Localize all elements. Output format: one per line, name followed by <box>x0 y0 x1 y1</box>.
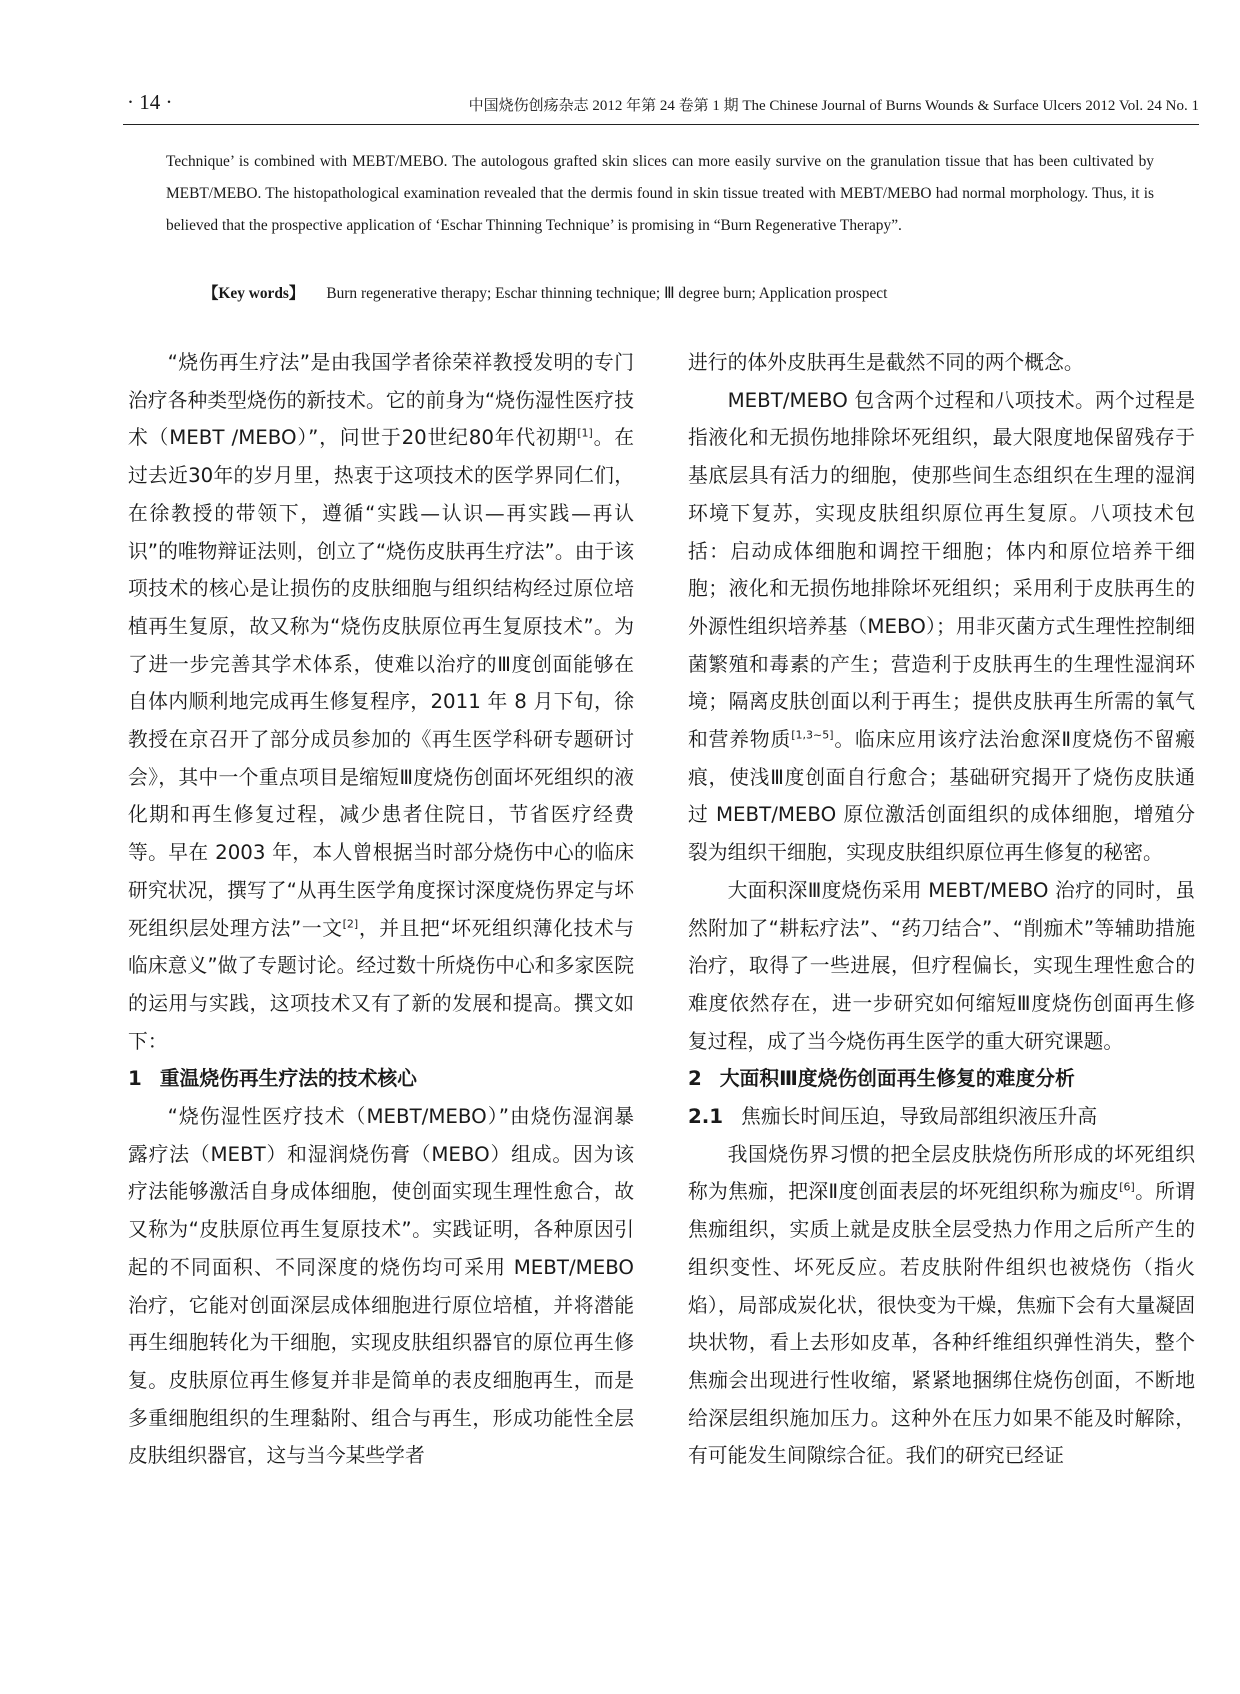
eschar-text-2: 。所谓焦痂组织，实质上就是皮肤全层受热力作用之后所产生的组织变性、坏死反应。若皮肤附件组织也被烧伤（指火焰），局部成炭化状，很快变为干燥，焦痂下会有大量凝固块状物，看上去形如皮革，各种纤维组织弹性消失，整个焦痂会出现进行性收缩，紧紧地捆绑住烧伤创面，不断地给深层组织施加压力。这种外在压力如果不能及时解除，有可能发生间隙综合征。我们的研究已经证 <box>688 1180 1195 1468</box>
intro-text-2: 。在过去近30年的岁月里，热衷于这项技术的医学界同仁们，在徐教授的带领下，遵循“实践—认识—再实践—再认识”的唯物辩证法则，创立了“烧伤皮肤再生疗法”。由于该项技术的核心是让损伤的皮肤细胞与组织结构经过原位培植再生复原，故又称为“烧伤皮肤原位再生复原技术”。为了进一步完善其学术体系，使难以治疗的Ⅲ度创面能够在自体内顺利地完成再生修复程序，2011 年 8 月下旬，徐教授在京召开了部分成员参加的《再生医学科研专题研讨会》，其中一个重点项目是缩短Ⅲ度烧伤创面坏死组织的液化期和再生修复过程，减少患者住院日，节省医疗经费等。早在 2003 年，本人曾根据当时部分烧伤中心的临床研究状况，撰写了“从再生医学角度探讨深度烧伤界定与坏死组织层处理方法”一文 <box>128 426 634 940</box>
subsection-title: 焦痂长时间压迫，导致局部组织液压升高 <box>741 1105 1098 1129</box>
eschar-paragraph <box>688 1136 1195 1475</box>
eschar-text-1: 我国烧伤界习惯的把全层皮肤烧伤所形成的坏死组织称为焦痂，把深Ⅱ度创面表层的坏死组织称为痂皮 <box>688 1142 1195 1204</box>
deep-burn-paragraph: 大面积深Ⅲ度烧伤采用 MEBT/MEBO 治疗的同时，虽然附加了“耕耘疗法”、“药刀结合”、“削痂术”等辅助措施治疗，取得了一些进展，但疗程偏长，实现生理性愈合的难度依然存在，进一步研究如何缩短Ⅲ度烧伤创面再生修复过程，成了当今烧伤再生医学的重大研究课题。 <box>688 878 1195 1053</box>
section-heading-2 <box>688 1060 1195 1098</box>
section-title: 大面积Ⅲ度烧伤创面再生修复的难度分析 <box>719 1067 1075 1091</box>
keywords-label: 【Key words】 <box>203 285 305 302</box>
section-title: 重温烧伤再生疗法的技术核心 <box>159 1067 417 1091</box>
subsection-heading-2-1 <box>688 1098 1195 1136</box>
intro-text-3: ，并且把“坏死组织薄化技术与临床意义”做了专题讨论。经过数十所烧伤中心和多家医院的运用与实践，这项技术又有了新的发展和提高。撰文如下： <box>128 916 635 1053</box>
intro-paragraph <box>128 344 634 1060</box>
keywords-line <box>203 281 1153 303</box>
section-number: 2 <box>688 1067 702 1091</box>
section1-paragraph: “烧伤湿性医疗技术（MEBT/MEBO）”由烧伤湿润暴露疗法（MEBT）和湿润烧伤膏（MEBO）组成。因为该疗法能够激活自身成体细胞，使创面实现生理性愈合，故又称为“皮肤原位再生复原技术”。实践证明，各种原因引起的不同面积、不同深度的烧伤均可采用 MEBT/MEBO 治疗，它能对创面深层成体细胞进行原位培植，并将潜能再生细胞转化为干细胞，实现皮肤组织器官的原位再生修复。皮肤原位再生修复并非是简单的表皮细胞再生，而是多重细胞组织的生理黏附、组合与再生，形成功能性全层皮肤组织器官，这与当今某些学者 <box>128 1105 634 1468</box>
intro-text-1: “烧伤再生疗法”是由我国学者徐荣祥教授发明的专门治疗各种类型烧伤的新技术。它的前身为“烧伤湿性医疗技术（MEBT /MEBO）”，问世于20世纪80年代初期 <box>128 351 634 450</box>
citation-3: [1,3~5] <box>791 728 834 742</box>
citation-1: [1] <box>577 426 593 440</box>
continued-paragraph: 进行的体外皮肤再生是截然不同的两个概念。 <box>688 351 1084 374</box>
mebt-text-1: MEBT/MEBO 包含两个过程和八项技术。两个过程是指液化和无损伤地排除坏死组织，最大限度地保留残存于基底层具有活力的细胞，使那些间生态组织在生理的湿润环境下复苏，实现皮肤组织原位再生复原。八项技术包括：启动成体细胞和调控干细胞；体内和原位培养干细胞；液化和无损伤地排除坏死组织；采用利于皮肤再生的外源性组织培养基（MEBO）；用非灭菌方式生理性控制细菌繁殖和毒素的产生；营造利于皮肤再生的生理性湿润环境；隔离皮肤创面以利于再生；提供皮肤再生所需的氧气和营养物质 <box>688 388 1195 752</box>
journal-running-title: 中国烧伤创疡杂志 2012 年第 24 卷第 1 期 The Chinese Journal of Burns Wounds & Surface Ulcers 2012 Vol. 24 No. 1 <box>468 98 1199 114</box>
english-abstract <box>166 146 1154 242</box>
page-header <box>123 86 1199 125</box>
keywords-text: Burn regenerative therapy; Eschar thinning technique; Ⅲ degree burn; Application prospect <box>326 285 888 302</box>
subsection-number: 2.1 <box>688 1105 724 1129</box>
citation-2: [2] <box>342 916 359 930</box>
section-heading-1 <box>128 1060 634 1098</box>
mebt-text-2: 。临床应用该疗法治愈深Ⅱ度烧伤不留瘢痕，使浅Ⅲ度创面自行愈合；基础研究揭开了烧伤皮肤通过 MEBT/MEBO 原位激活创面组织的成体细胞，增殖分裂为组织干细胞，实现皮肤组织原位再生修复的秘密。 <box>688 728 1195 865</box>
left-column <box>128 344 634 1475</box>
abstract-text: Technique’ is combined with MEBT/MEBO. The autologous grafted skin slices can more easily survive on the granulation tissue that has been cultivated by MEBT/MEBO. The histopathological examination revealed that the dermis found in skin tissue treated with MEBT/MEBO had normal morphology. Thus, it is believed that the prospective application of ‘Eschar Thinning Technique’ is promising in “Burn Regenerative Therapy”. <box>166 153 1154 234</box>
citation-6: [6] <box>1119 1180 1135 1194</box>
mebt-paragraph <box>688 382 1195 872</box>
section-number: 1 <box>128 1067 142 1091</box>
page-number: · 14 · <box>127 90 173 114</box>
right-column <box>688 344 1195 1475</box>
